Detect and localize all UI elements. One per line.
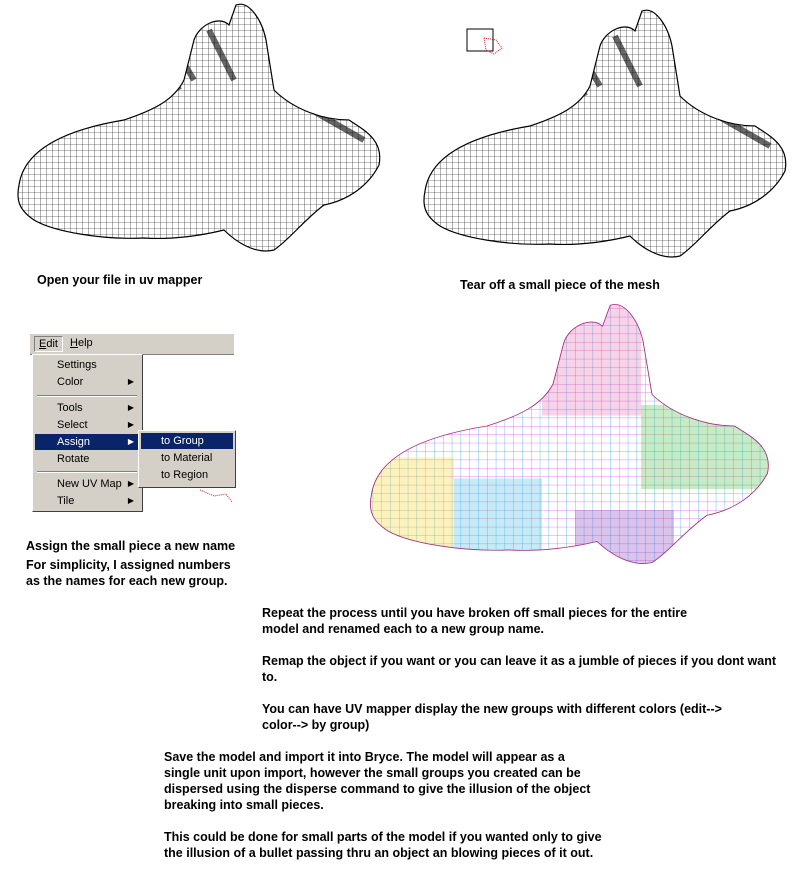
assign-submenu [138,430,236,488]
torn-mesh-piece [466,28,506,63]
menu-item-color[interactable]: Color ▶ [57,376,134,388]
submenu-arrow-icon: ▶ [127,479,134,488]
caption-tear-piece: Tear off a small piece of the mesh [460,278,660,292]
menu-separator [37,471,137,473]
mesh-colored-groups [360,300,780,570]
menu-item-assign[interactable]: Assign ▶ [35,434,140,450]
caption-open-file: Open your file in uv mapper [37,273,203,287]
submenu-item-to-material[interactable]: to Material [161,452,213,464]
caption-assign-name: Assign the small piece a new name [26,539,236,553]
mesh-wireframe-1 [4,0,384,262]
menu-item-settings[interactable]: Settings [57,359,97,371]
submenu-arrow-icon: ▶ [127,496,134,505]
caption-simplicity-2: as the names for each new group. [26,574,228,588]
submenu-arrow-icon: ▶ [127,437,134,446]
menu-item-tile[interactable]: Tile ▶ [57,495,134,507]
edit-dropdown [32,354,143,512]
paragraph-remap: Remap the object if you want or you can leave it as a jumble of pieces if you dont want to. [262,654,776,684]
menu-item-tools[interactable]: Tools ▶ [57,402,134,414]
menu-item-rotate[interactable]: Rotate [57,453,90,465]
menu-item-new-uv-map[interactable]: New UV Map ▶ [57,478,134,490]
paragraph-repeat: Repeat the process until you have broken off small pieces for the entire model and renamed each to a new group name. [262,606,688,636]
menu-edit[interactable]: Edit [34,336,63,352]
menu-item-select[interactable]: Select ▶ [57,419,134,431]
submenu-item-to-group[interactable]: to Group [141,433,233,449]
menu-help[interactable]: Help [70,337,93,349]
submenu-arrow-icon: ▶ [127,403,134,412]
bryce-block [164,749,604,877]
paragraph-colors: You can have UV mapper display the new groups with different colors (edit--> color--> by group) [262,702,722,732]
submenu-arrow-icon: ▶ [127,420,134,429]
menu-separator [37,395,137,397]
background-mesh-fragment [196,486,236,511]
menu-bar [30,334,234,355]
paragraph-bullet: This could be done for small parts of the model if you wanted only to give the illusion of a bullet passing thru an object an blowing pieces of it out. [164,830,602,860]
instructions-block [262,605,792,749]
submenu-arrow-icon: ▶ [127,377,134,386]
submenu-item-to-region[interactable]: to Region [161,469,209,481]
paragraph-bryce: Save the model and import it into Bryce. The model will appear as a single unit upon import, however the small groups you created can be dispersed using the disperse command to give the illusion of the object breaking into small pieces. [164,750,591,812]
caption-simplicity-1: For simplicity, I assigned numbers [26,558,231,572]
